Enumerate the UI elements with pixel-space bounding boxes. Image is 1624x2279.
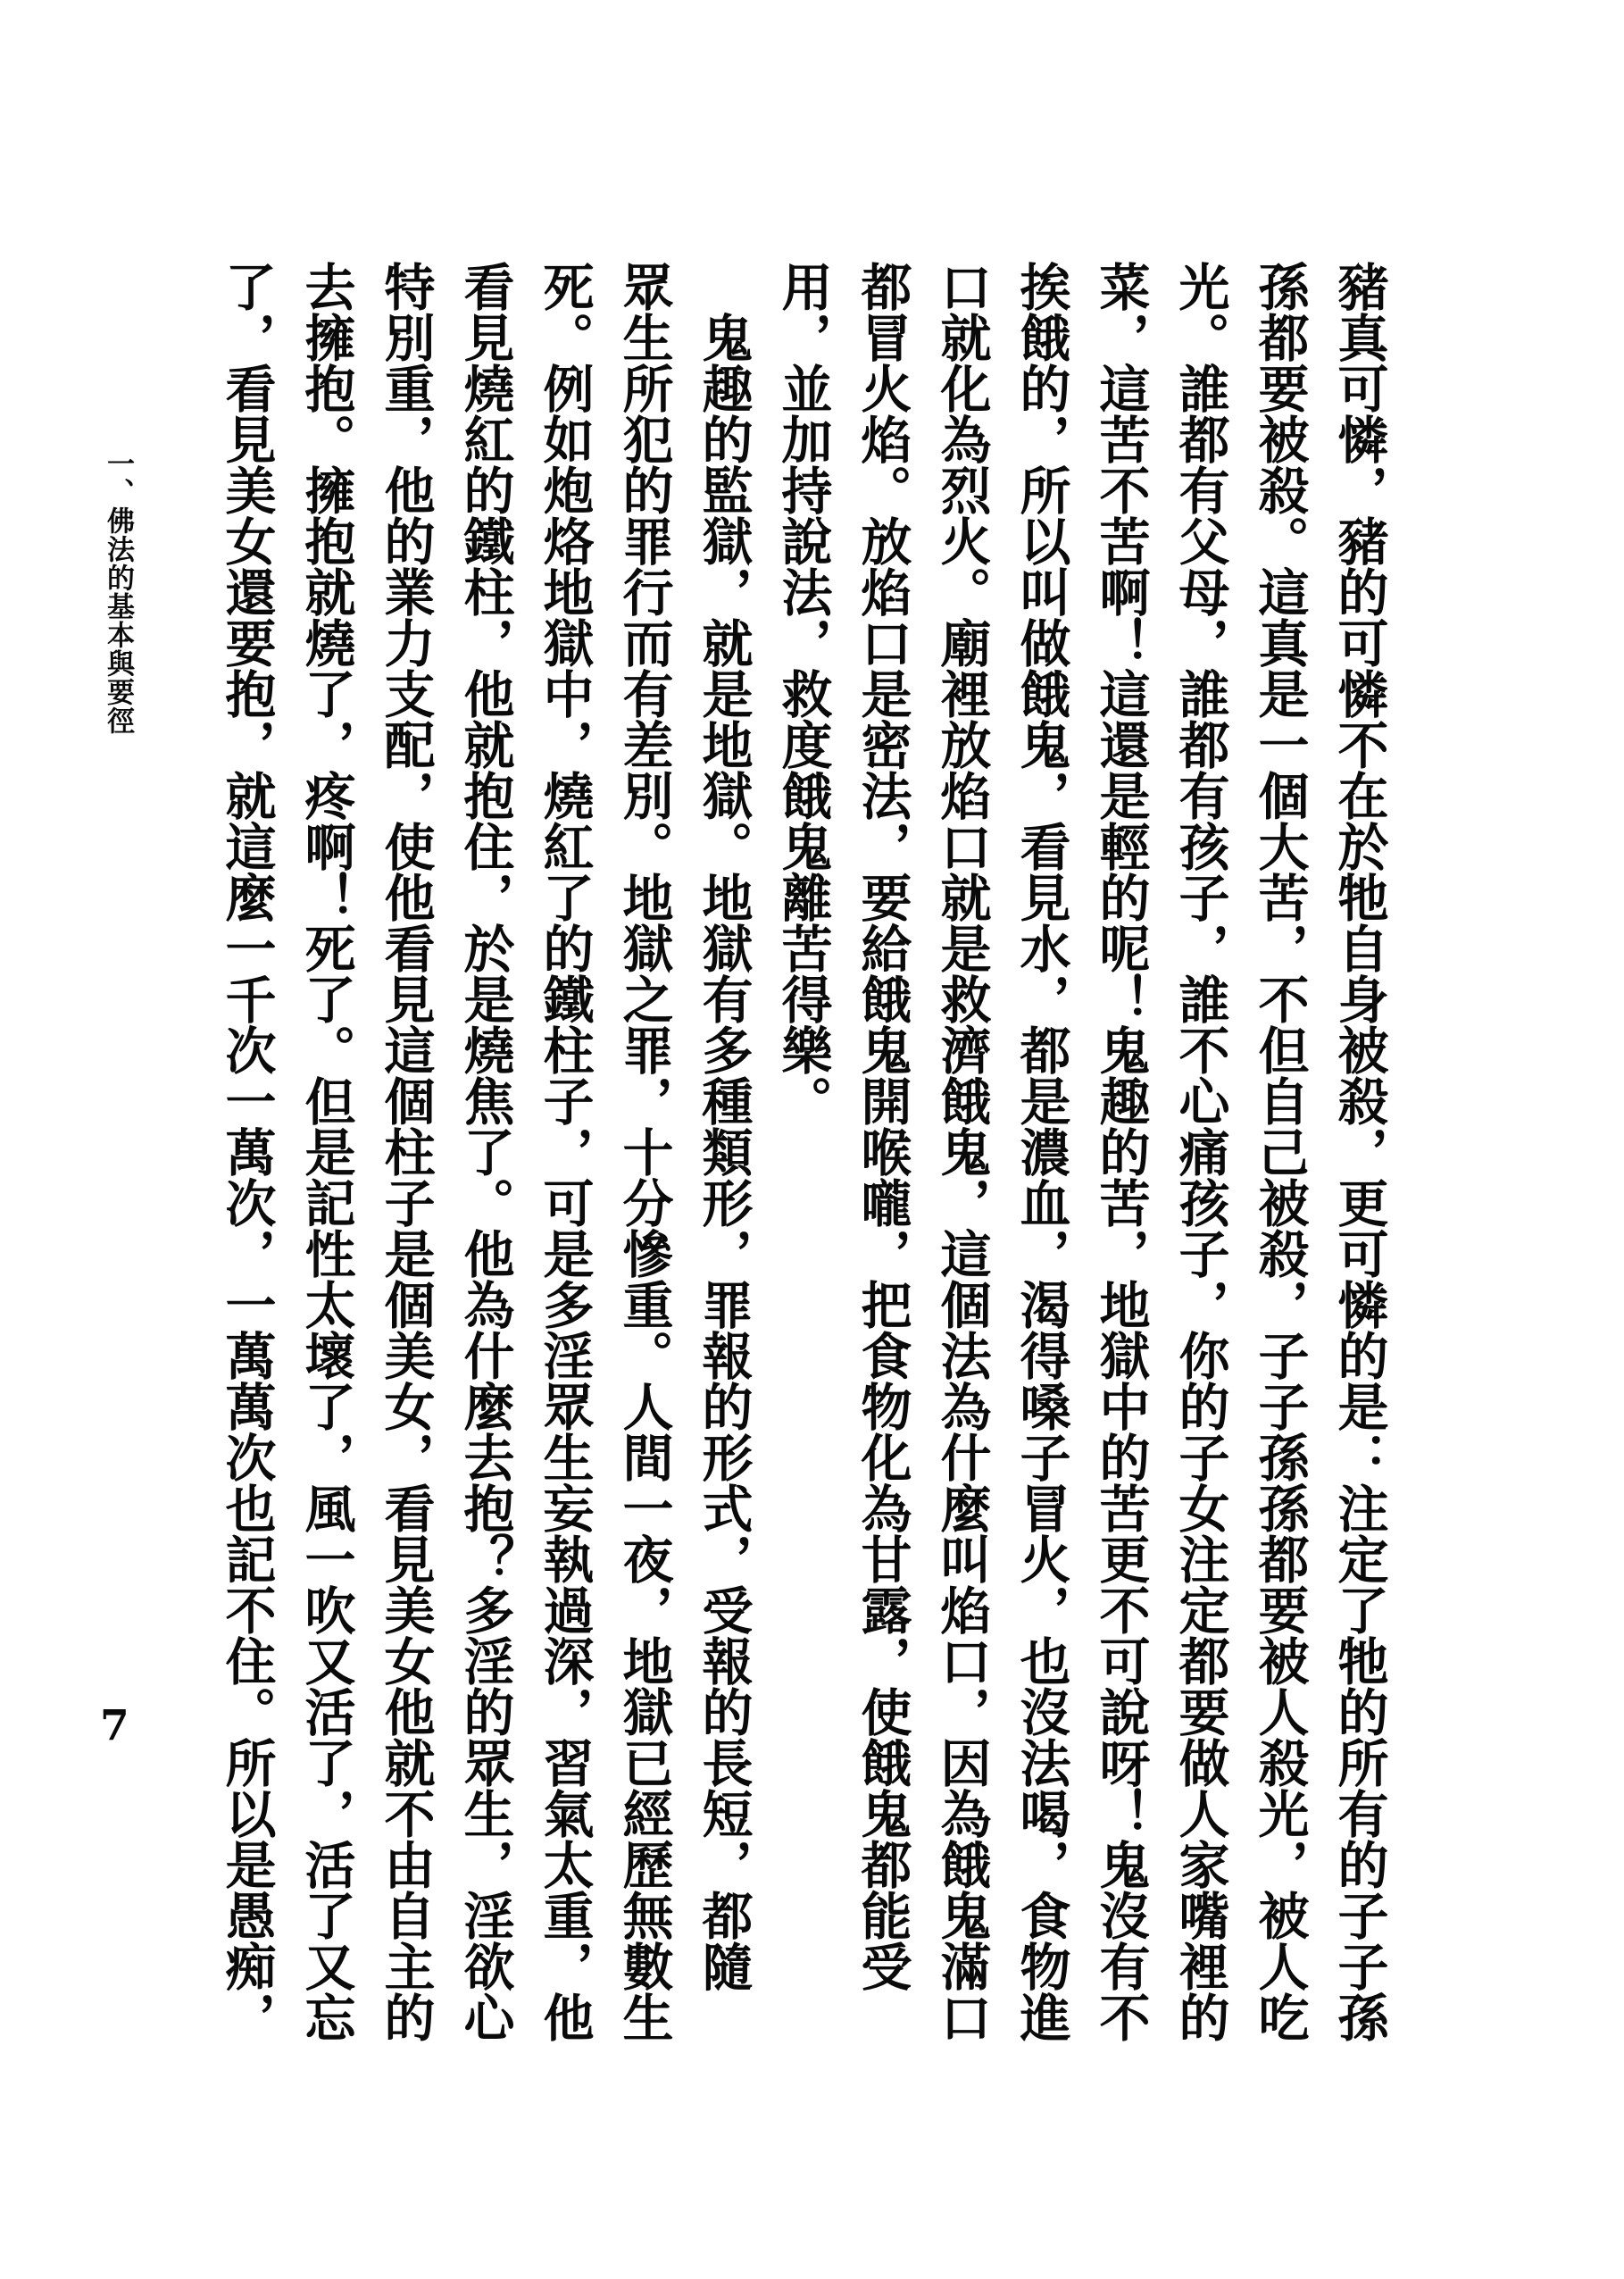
text-column-2: 孫都要被殺。這真是一個大苦，不但自己被殺，子子孫孫都要被人殺光，被人吃 [1250,261,1310,2042]
text-column-1: 豬真可憐，豬的可憐不在於牠自身被殺，更可憐的是：注定了牠的所有的子子孫 [1329,261,1389,2042]
text-column-5: 挨餓的，所以叫做餓鬼，看見水，都是濃血，渴得嗓子冒火，也沒法喝，食物進 [1012,261,1071,2042]
text-column-11: 死。例如炮烙地獄中，燒紅了的鐵柱子，可是多淫眾生妄執過深，習氣太重，他 [535,261,595,2042]
text-column-15: 了，看見美女還要抱，就這麼一千次一萬次，一萬萬次也記不住。所以是愚痴， [217,261,277,2042]
text-column-6: 口就化為烈火。廟裡放焰口就是救濟餓鬼，這個法為什麼叫焰口，因為餓鬼滿口 [932,261,992,2042]
page-number: 7 [100,1701,129,1750]
text-column-4: 菜，這苦不苦啊！這還是輕的呢！鬼趣的苦，地獄中的苦更不可說呀！鬼沒有不 [1091,261,1151,2042]
text-column-13: 特別重，他的業力支配，使他看見這個柱子是個美女，看見美女他就不由自主的 [376,261,436,2042]
text-column-7: 都冒火焰。放焰口是密法，要給餓鬼開喉嚨，把食物化為甘露，使餓鬼都能受 [853,261,912,1991]
text-column-9-paragraph-start: 鬼趣的監獄，就是地獄。地獄有多種類形，罪報的形式，受報的長短，都隨 [694,312,754,1991]
text-column-8: 用，並加持說法，救度餓鬼離苦得樂。 [773,261,833,1126]
chapter-running-head: 一、佛法的基本與要徑 [102,449,134,735]
text-column-14: 去擁抱。擁抱就燒了，疼啊！死了。但是記性太壞了，風一吹又活了，活了又忘 [296,261,356,2042]
main-text-block [207,261,1399,2051]
text-column-3: 光。誰都有父母，誰都有孩子，誰不心痛孩子，你的子女注定都要做人家嘴裡的 [1170,261,1230,2042]
text-column-10: 眾生所犯的罪行而有差別。地獄之罪，十分慘重。人間一夜，地獄已經歷無數生 [614,261,674,2042]
text-column-12: 看見燒紅的鐵柱，他就抱住，於是燒焦了。他為什麼去抱？多淫的眾生，淫欲心 [455,261,515,2042]
